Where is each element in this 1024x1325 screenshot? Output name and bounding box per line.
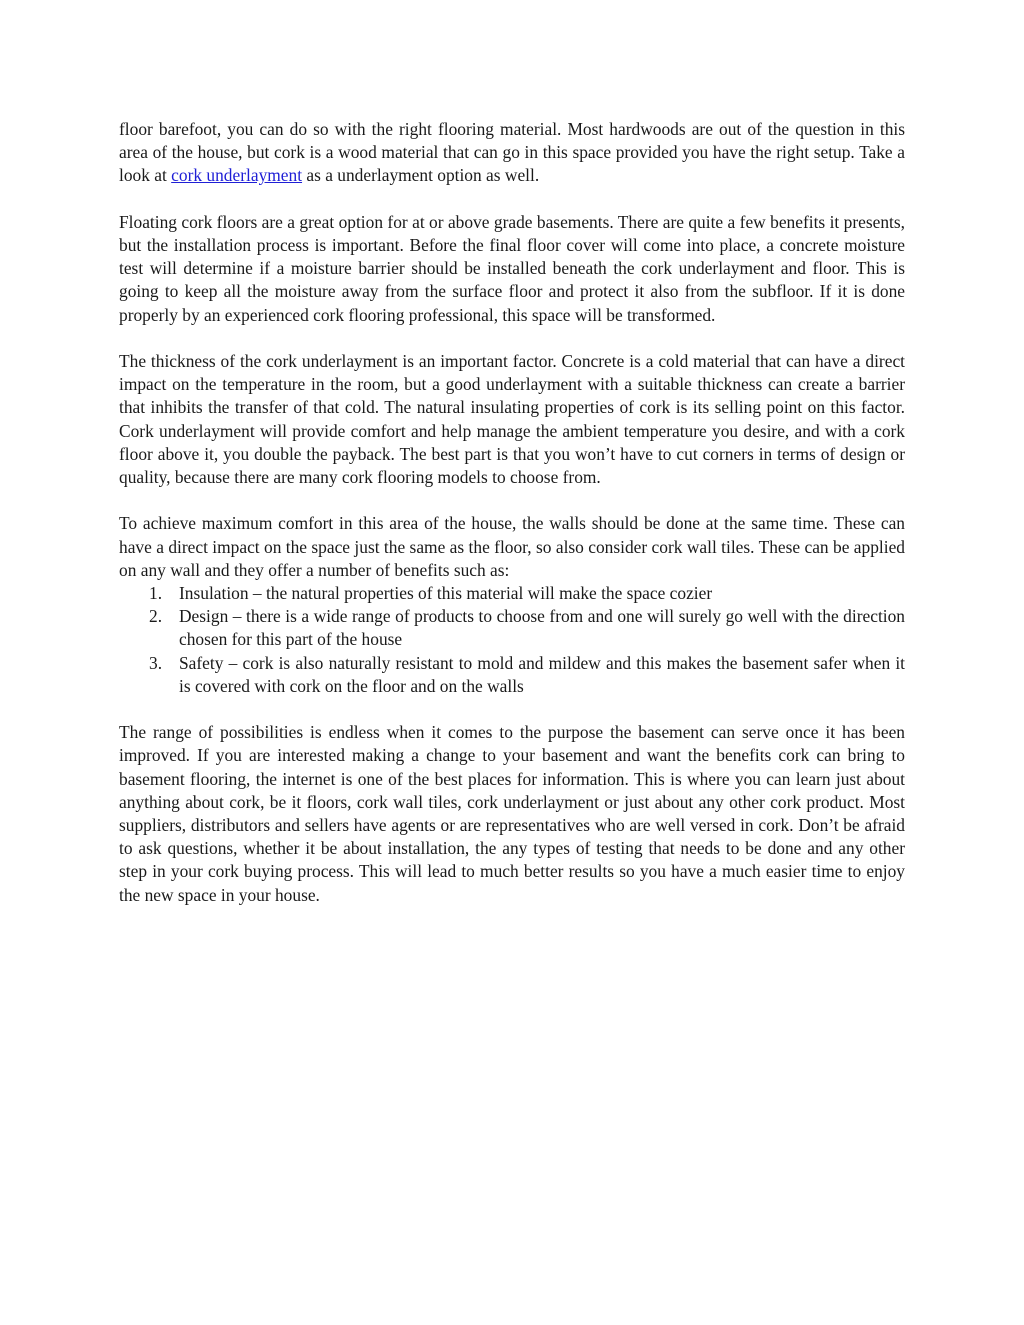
list-item-text: Design – there is a wide range of products to choose from and one will surely go well with the direction chosen for this part of the house <box>179 606 905 650</box>
list-item <box>119 652 905 698</box>
list-item-text: Safety – cork is also naturally resistant to mold and mildew and this makes the basement safer when it is covered with cork on the floor and on the walls <box>179 652 905 696</box>
paragraph-floating-cork: Floating cork floors are a great option for at or above grade basements. There are quite a few benefits it presents, but the installation process is important. Before the final floor cover will come into place, a concrete moisture test will determine if a moisture barrier should be installed beneath the cork underlayment and floor. This is going to keep all the moisture away from the surface floor and protect it also from the subfloor. If it is done properly by an experienced cork flooring professional, this space will be transformed. <box>119 211 905 325</box>
list-item-number: 1. <box>149 583 163 604</box>
list-item-text: Insulation – the natural properties of this material will make the space cozier <box>179 583 713 604</box>
list-item-number: 2. <box>149 606 163 627</box>
paragraph-intro <box>119 118 905 188</box>
paragraph-thickness: The thickness of the cork underlayment is an important factor. Concrete is a cold material that can have a direct impact on the temperature in the room, but a good underlayment with a suitable thickness can create a barrier that inhibits the transfer of that cold. The natural insulating properties of cork is its selling point on this factor. Cork underlayment will provide comfort and help manage the ambient temperature you desire, and with a cork floor above it, you double the payback. The best part is that you won’t have to cut corners in terms of design or quality, because there are many cork flooring models to choose from. <box>119 351 905 488</box>
list-item <box>119 582 905 605</box>
paragraph-possibilities: The range of possibilities is endless when it comes to the purpose the basement can serve once it has been improved. If you are interested making a change to your basement and want the benefits cork can bring to basement flooring, the internet is one of the best places for information. This is where you can learn just about anything about cork, be it floors, cork wall tiles, cork underlayment or just about any other cork product. Most suppliers, distributors and sellers have agents or are representatives who are well versed in cork. Don’t be afraid to ask questions, whether it be about installation, the any types of testing that needs to be done and any other step in your cork buying process. This will lead to much better results so you have a much easier time to enjoy the new space in your house. <box>119 722 905 905</box>
list-item-number: 3. <box>149 652 163 673</box>
benefits-list <box>119 582 905 698</box>
cork-underlayment-link[interactable]: cork underlayment <box>171 165 303 186</box>
list-item <box>119 605 905 651</box>
paragraph-walls: To achieve maximum comfort in this area of the house, the walls should be done at the same time. These can have a direct impact on the space just the same as the floor, so also consider cork wall tiles. These can be applied on any wall and they offer a number of benefits such as: <box>119 513 905 580</box>
paragraph-intro-text-before: floor barefoot, you can do so with the right flooring material. Most hardwoods are out of the question in this area of the house, but cork is a wood material that can go in this space provided you have the right setup. Take a look at <box>119 119 905 186</box>
document-page <box>119 118 905 907</box>
paragraph-intro-text-after: as a underlayment option as well. <box>302 165 540 186</box>
